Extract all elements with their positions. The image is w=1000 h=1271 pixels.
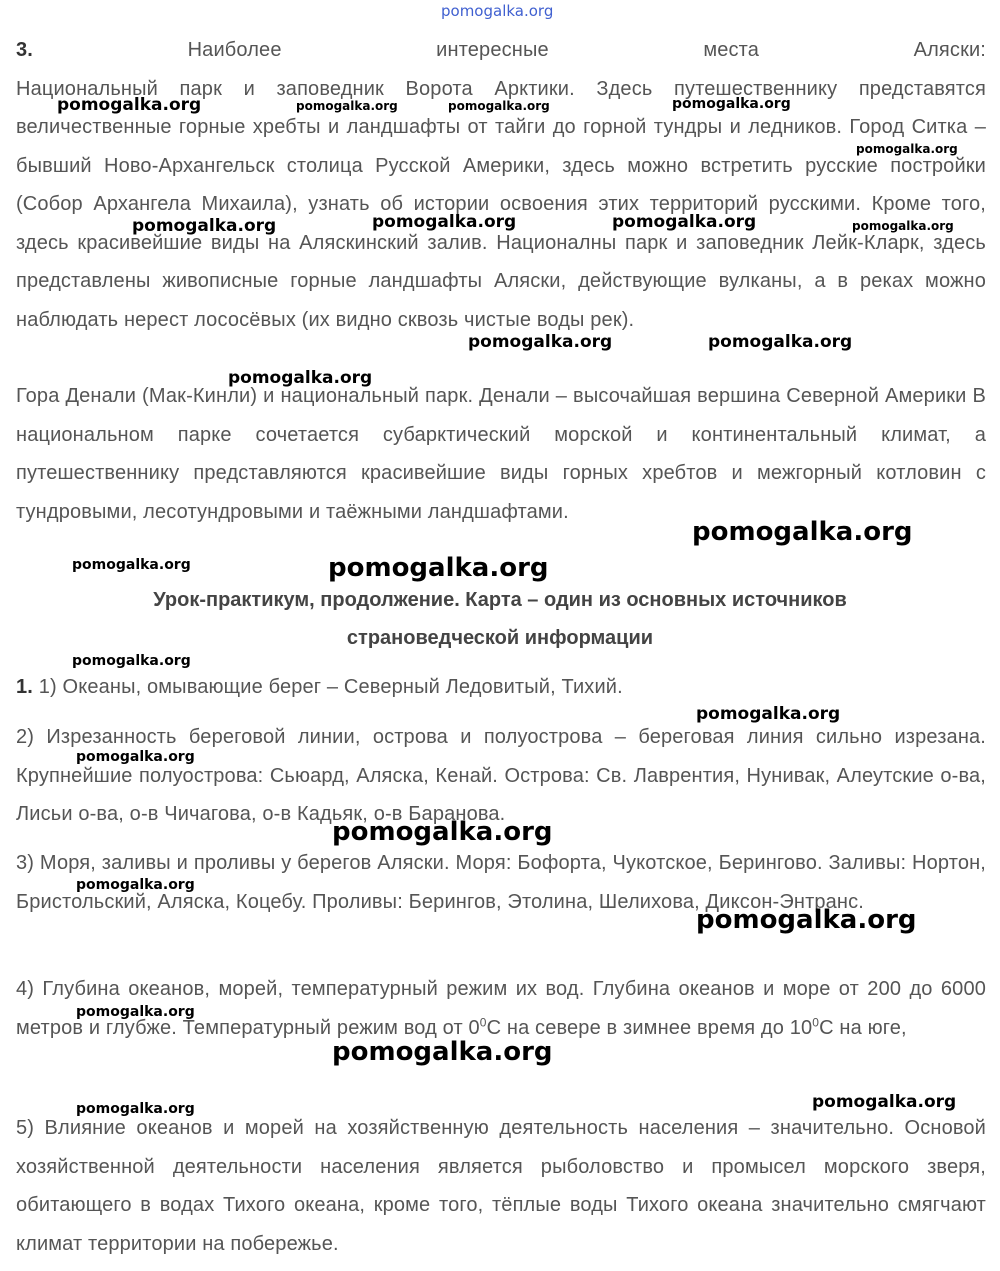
degree-superscript-2: 0 [812,1014,820,1029]
watermark: pomogalka.org [708,332,853,352]
top-watermark-link[interactable]: pomogalka.org [441,2,554,20]
watermark: pomogalka.org [76,749,195,765]
section-3-paragraph-2 [16,377,986,531]
watermark: pomogalka.org [332,1037,553,1067]
task-1-item-1-text: 1) Океаны, омывающие берег – Северный Ледовитый, Тихий. [38,676,623,698]
watermark: pomogalka.org [696,905,917,935]
task-1-item-4-c: С на юге, [819,1016,907,1039]
watermark: pomogalka.org [328,553,549,583]
watermark: pomogalka.org [332,817,553,847]
section-3-intro: Наиболее интересные места Аляски: [187,39,986,61]
watermark: pomogalka.org [448,99,550,113]
task-1-item-3: 3) Моря, заливы и проливы у берегов Аляски. Моря: Бофорта, Чукотское, Берингово. Заливы: Нортон, Бристольский, Аляска, Коцебу. Проливы: Берингов, Этолина, Шелихова, Диксон-Энтранс. [16,852,986,913]
watermark: pomogalka.org [72,653,191,669]
watermark: pomogalka.org [692,517,913,547]
watermark: pomogalka.org [372,212,517,232]
task-1-item-4-a: 4) Глубина океанов, морей, температурный режим их вод. Глубина океанов и море от 200 до 6000 метров и глубже. Температурный режим вод от 0 [16,978,986,1039]
watermark: pomogalka.org [76,877,195,893]
lesson-heading-line-2: страноведческой информации [346,627,654,649]
watermark: pomogalka.org [672,96,791,112]
watermark: pomogalka.org [696,704,841,724]
section-3-first-line [16,31,986,70]
section-3-paragraph [16,31,986,339]
watermark: pomogalka.org [72,557,191,573]
task-1-item-1 [16,668,986,707]
watermark: pomogalka.org [812,1092,957,1112]
watermark: pomogalka.org [76,1004,195,1020]
task-1-number: 1. [16,676,33,698]
section-3-body-2: Гора Денали (Мак-Кинли) и национальный парк. Денали – высочайшая вершина Северной Америки В национальном парке сочетается субарктический морской и континентальный климат, а путешественнику представляются красивейшие виды горных хребтов и межгорный котловин с тундровыми, лесотундровыми и таёжными ландшафтами. [16,385,986,523]
watermark: pomogalka.org [468,332,613,352]
watermark: pomogalka.org [612,212,757,232]
watermark: pomogalka.org [296,99,398,113]
lesson-heading-line-1: Урок-практикум, продолжение. Карта – один из основных источников [153,589,847,611]
degree-superscript-1: 0 [479,1014,487,1029]
watermark: pomogalka.org [57,95,202,115]
task-1-item-2: 2) Изрезанность береговой линии, острова и полуострова – береговая линия сильно изрезана. Крупнейшие полуострова: Сьюард, Аляска, Кенай. Острова: Св. Лаврентия, Нунивак, Алеутские о-ва, Лисьи о-ва, о-в Чичагова, о-в Кадьяк, о-в Баранова. [16,726,986,825]
task-1-item-4-b: С на севере в зимнее время до 10 [486,1016,813,1039]
section-3-number: 3. [16,39,33,61]
watermark: pomogalka.org [852,219,954,233]
watermark: pomogalka.org [856,142,958,156]
watermark: pomogalka.org [76,1101,195,1117]
section-3-body: Национальный парк и заповедник Ворота Арктики. Здесь путешественнику представятся величественные горные хребты и ландшафты от тайги до горной тундры и ледников. Город Ситка – бывший Ново-Архангельск столица Русской Америки, здесь можно встретить русские постройки (Собор Архангела Михаила), узнать об истории освоения этих территорий русскими. Кроме того, здесь красивейшие виды на Аляскинский залив. Националны парк и заповедник Лейк-Кларк, здесь представлены живописные горные ландшафты Аляски, действующие вулканы, а в реках можно наблюдать нерест лососёвых (их видно сквозь чистые воды рек). [16,77,986,331]
watermark: pomogalka.org [228,368,373,388]
watermark: pomogalka.org [132,216,277,236]
task-1-item-5: 5) Влияние океанов и морей на хозяйственную деятельность населения – значительно. Основой хозяйственной деятельности населения является рыболовство и промысел морского зверя, обитающего в водах Тихого океана, кроме того, тёплые воды Тихого океана значительно смягчают климат территории на побережье. [16,1117,986,1255]
